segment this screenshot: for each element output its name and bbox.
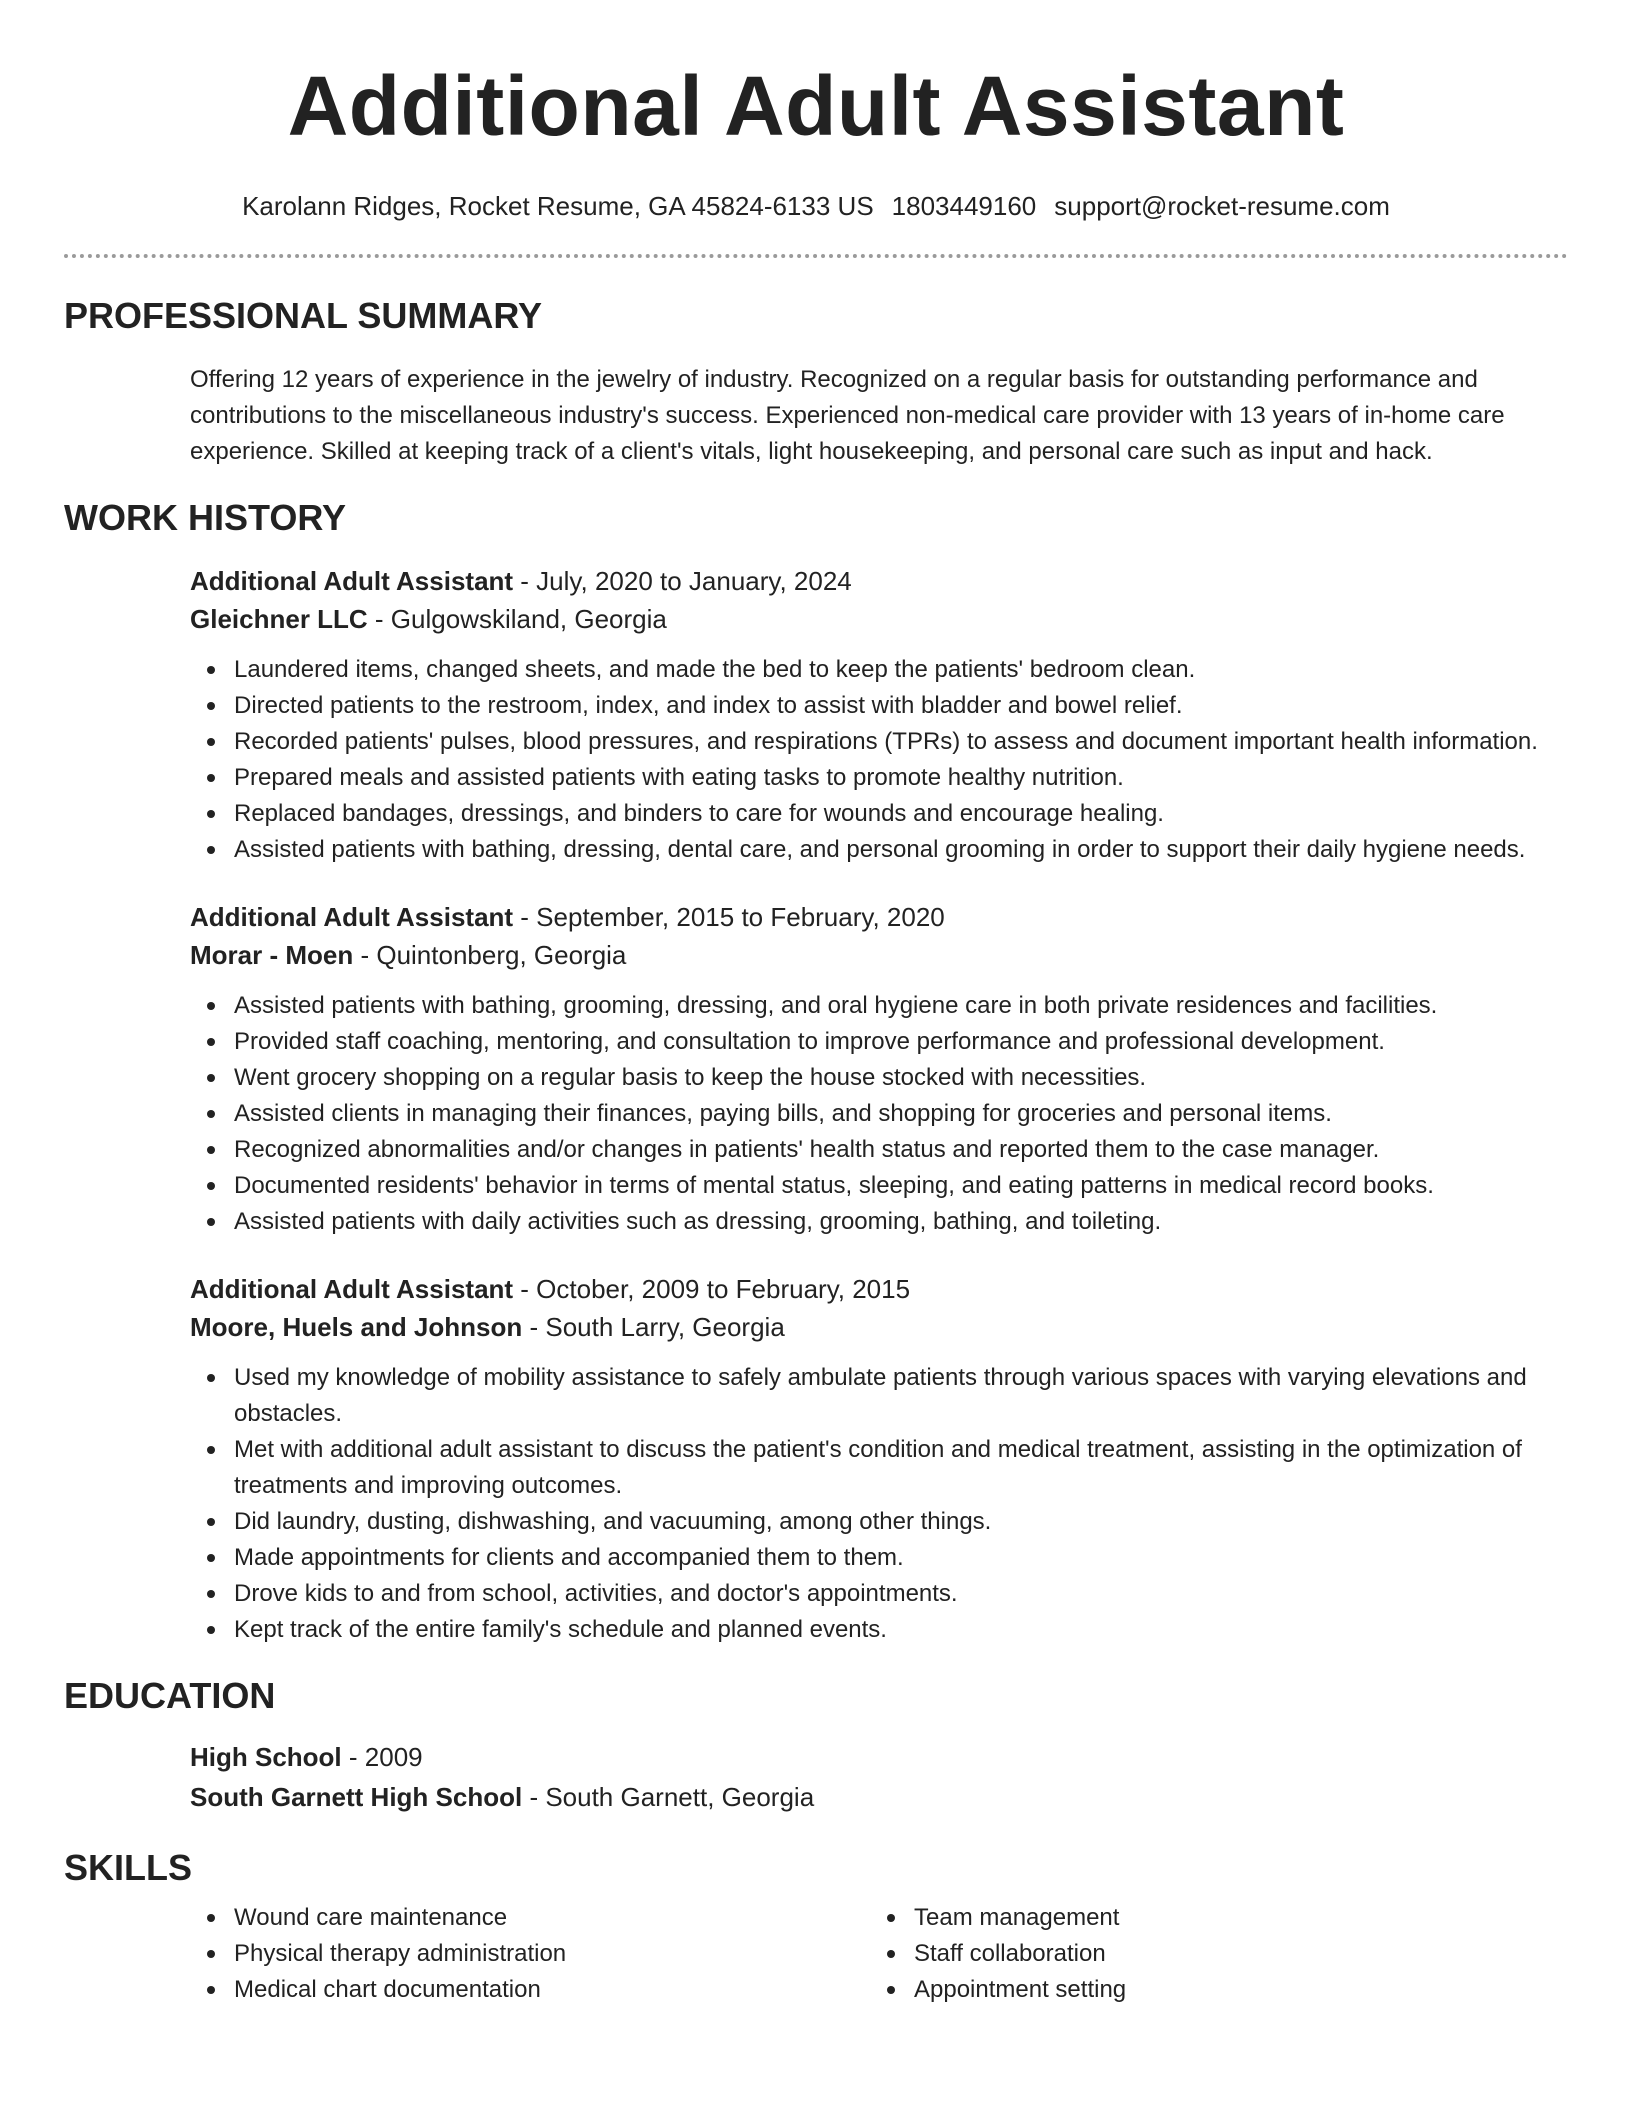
section-title-skills: SKILLS [64,1847,193,1888]
list-item: Appointment setting [914,1972,1550,2008]
job-location: - South Larry, Georgia [522,1312,785,1342]
list-item: Laundered items, changed sheets, and made the bed to keep the patients' bedroom clean. [234,652,1568,688]
list-item: Assisted patients with bathing, grooming, dressing, and oral hygiene care in both private residences and facilities. [234,988,1568,1024]
header-divider [64,254,1568,258]
section-title-education: EDUCATION [64,1675,276,1716]
job-company-line [190,936,1568,974]
education-degree: High School [190,1742,342,1772]
education-school-line [190,1778,1568,1816]
job-title: Additional Adult Assistant [190,566,514,596]
education-degree-line [190,1738,1568,1776]
skills-list-left [190,1900,870,2008]
job-location: - Quintonberg, Georgia [353,940,627,970]
job-role-line [190,562,1568,600]
list-item: Assisted patients with bathing, dressing, dental care, and personal grooming in order to support their daily hygiene needs. [234,832,1568,868]
job-title: Additional Adult Assistant [190,1274,514,1304]
job-company-line [190,600,1568,638]
list-item: Provided staff coaching, mentoring, and consultation to improve performance and professional development. [234,1024,1568,1060]
section-title-summary: PROFESSIONAL SUMMARY [64,295,543,336]
job-title: Additional Adult Assistant [190,902,514,932]
contact-phone: 1803449160 [891,191,1037,221]
job-company-line [190,1308,1568,1346]
job-duties-list [190,652,1568,868]
list-item: Recognized abnormalities and/or changes in patients' health status and reported them to the case manager. [234,1132,1568,1168]
list-item: Drove kids to and from school, activities, and doctor's appointments. [234,1576,1568,1612]
job-company: Morar - Moen [190,940,354,970]
job-company: Gleichner LLC [190,604,368,634]
section-title-work-history: WORK HISTORY [64,497,347,538]
list-item: Kept track of the entire family's schedule and planned events. [234,1612,1568,1648]
job-dates: - July, 2020 to January, 2024 [513,566,852,596]
job-entry [64,1270,1568,1648]
list-item: Wound care maintenance [234,1900,870,1936]
education-entry [64,1738,1568,1816]
job-company: Moore, Huels and Johnson [190,1312,523,1342]
list-item: Met with additional adult assistant to discuss the patient's condition and medical treatment, assisting in the optimization of treatments and improving outcomes. [234,1432,1568,1504]
list-item: Documented residents' behavior in terms of mental status, sleeping, and eating patterns in medical record books. [234,1168,1568,1204]
contact-email: support@rocket-resume.com [1054,191,1390,221]
list-item: Assisted patients with daily activities such as dressing, grooming, bathing, and toileting. [234,1204,1568,1240]
job-role-line [190,1270,1568,1308]
resume-name: Additional Adult Assistant [287,59,1345,153]
list-item: Physical therapy administration [234,1936,870,1972]
education-location: - South Garnett, Georgia [522,1782,815,1812]
list-item: Directed patients to the restroom, index, and index to assist with bladder and bowel relief. [234,688,1568,724]
education-school: South Garnett High School [190,1782,523,1812]
summary-text: Offering 12 years of experience in the jewelry of industry. Recognized on a regular basis for outstanding performance and contributions to the miscellaneous industry's success. Experienced non-medical care provider with 13 years of in-home care experience. Skilled at keeping track of a client's vitals, light housekeeping, and personal care such as input and hack. [190,366,1505,465]
list-item: Medical chart documentation [234,1972,870,2008]
job-entry [64,898,1568,1240]
list-item: Recorded patients' pulses, blood pressures, and respirations (TPRs) to assess and document important health information. [234,724,1568,760]
job-role-line [190,898,1568,936]
job-dates: - September, 2015 to February, 2020 [513,902,945,932]
job-location: - Gulgowskiland, Georgia [367,604,667,634]
list-item: Replaced bandages, dressings, and binders to care for wounds and encourage healing. [234,796,1568,832]
list-item: Staff collaboration [914,1936,1550,1972]
job-entry [64,562,1568,868]
skills-list-right [870,1900,1550,2008]
job-duties-list [190,1360,1568,1648]
list-item: Used my knowledge of mobility assistance to safely ambulate patients through various spaces with varying elevations and obstacles. [234,1360,1568,1432]
list-item: Made appointments for clients and accompanied them to them. [234,1540,1568,1576]
contact-address: Karolann Ridges, Rocket Resume, GA 45824-6133 US [242,191,874,221]
education-year: - 2009 [341,1742,423,1772]
contact-line [64,190,1568,222]
list-item: Team management [914,1900,1550,1936]
list-item: Did laundry, dusting, dishwashing, and vacuuming, among other things. [234,1504,1568,1540]
job-duties-list [190,988,1568,1240]
list-item: Assisted clients in managing their finances, paying bills, and shopping for groceries and personal items. [234,1096,1568,1132]
skills-columns [64,1890,1568,2008]
list-item: Prepared meals and assisted patients with eating tasks to promote healthy nutrition. [234,760,1568,796]
list-item: Went grocery shopping on a regular basis to keep the house stocked with necessities. [234,1060,1568,1096]
job-dates: - October, 2009 to February, 2015 [513,1274,911,1304]
